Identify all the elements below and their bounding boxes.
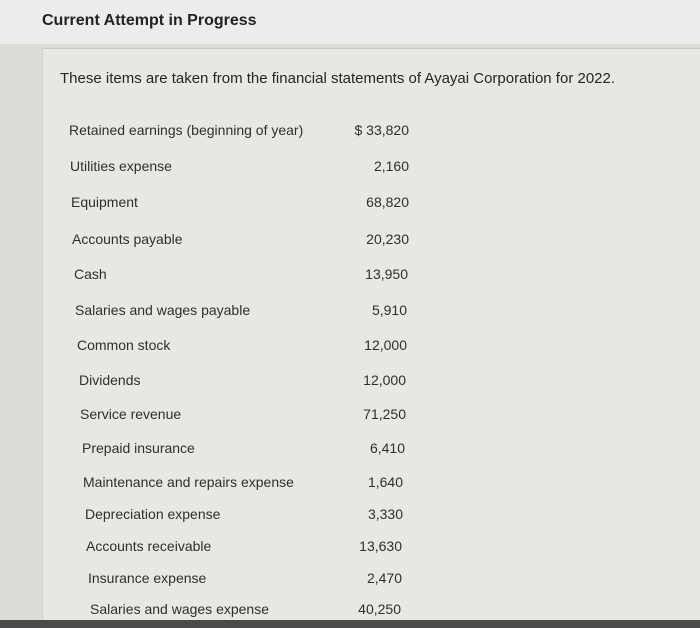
item-label: Cash — [74, 266, 107, 282]
item-value: 71,250 — [363, 406, 406, 422]
item-value: 2,160 — [373, 158, 409, 174]
table-row — [43, 440, 700, 464]
item-label: Retained earnings (beginning of year) — [69, 122, 304, 138]
table-row — [43, 337, 700, 361]
table-row — [43, 506, 700, 530]
table-row — [43, 266, 700, 290]
item-value: 12,000 — [363, 372, 406, 388]
item-value: 13,630 — [359, 538, 402, 554]
table-row — [43, 158, 700, 182]
item-value: 1,640 — [367, 474, 403, 490]
table-row — [43, 406, 700, 430]
table-row — [43, 538, 700, 562]
table-row — [43, 194, 700, 218]
question-intro: These items are taken from the financial statements of Ayayai Corporation for 2022. — [60, 70, 616, 87]
item-value: $ 33,820 — [354, 122, 409, 138]
question-panel — [42, 48, 700, 621]
table-row — [43, 231, 700, 255]
item-value: 6,410 — [369, 440, 405, 456]
item-label: Prepaid insurance — [82, 440, 195, 456]
item-value: 3,330 — [367, 506, 403, 522]
item-label: Salaries and wages payable — [75, 302, 251, 318]
table-row — [43, 570, 700, 594]
item-label: Service revenue — [80, 406, 182, 422]
item-label: Salaries and wages expense — [90, 601, 270, 617]
table-row — [43, 302, 700, 326]
item-label: Dividends — [79, 372, 141, 388]
page-title: Current Attempt in Progress — [42, 12, 257, 29]
table-row — [43, 372, 700, 396]
item-label: Insurance expense — [88, 570, 207, 586]
item-value: 68,820 — [366, 194, 409, 210]
item-label: Accounts payable — [72, 231, 183, 247]
table-row — [43, 122, 700, 146]
item-value: 40,250 — [358, 601, 401, 617]
item-value: 13,950 — [365, 266, 408, 282]
item-label: Equipment — [71, 194, 138, 210]
item-value: 20,230 — [366, 231, 409, 247]
item-value: 12,000 — [364, 337, 407, 353]
item-value: 5,910 — [371, 302, 407, 318]
item-label: Utilities expense — [70, 158, 172, 174]
table-row — [43, 474, 700, 498]
header-bar — [0, 0, 700, 44]
item-value: 2,470 — [366, 570, 402, 586]
bottom-edge — [0, 620, 700, 628]
item-label: Common stock — [77, 337, 171, 353]
item-label: Maintenance and repairs expense — [83, 474, 294, 490]
item-label: Depreciation expense — [85, 506, 221, 522]
item-label: Accounts receivable — [86, 538, 212, 554]
